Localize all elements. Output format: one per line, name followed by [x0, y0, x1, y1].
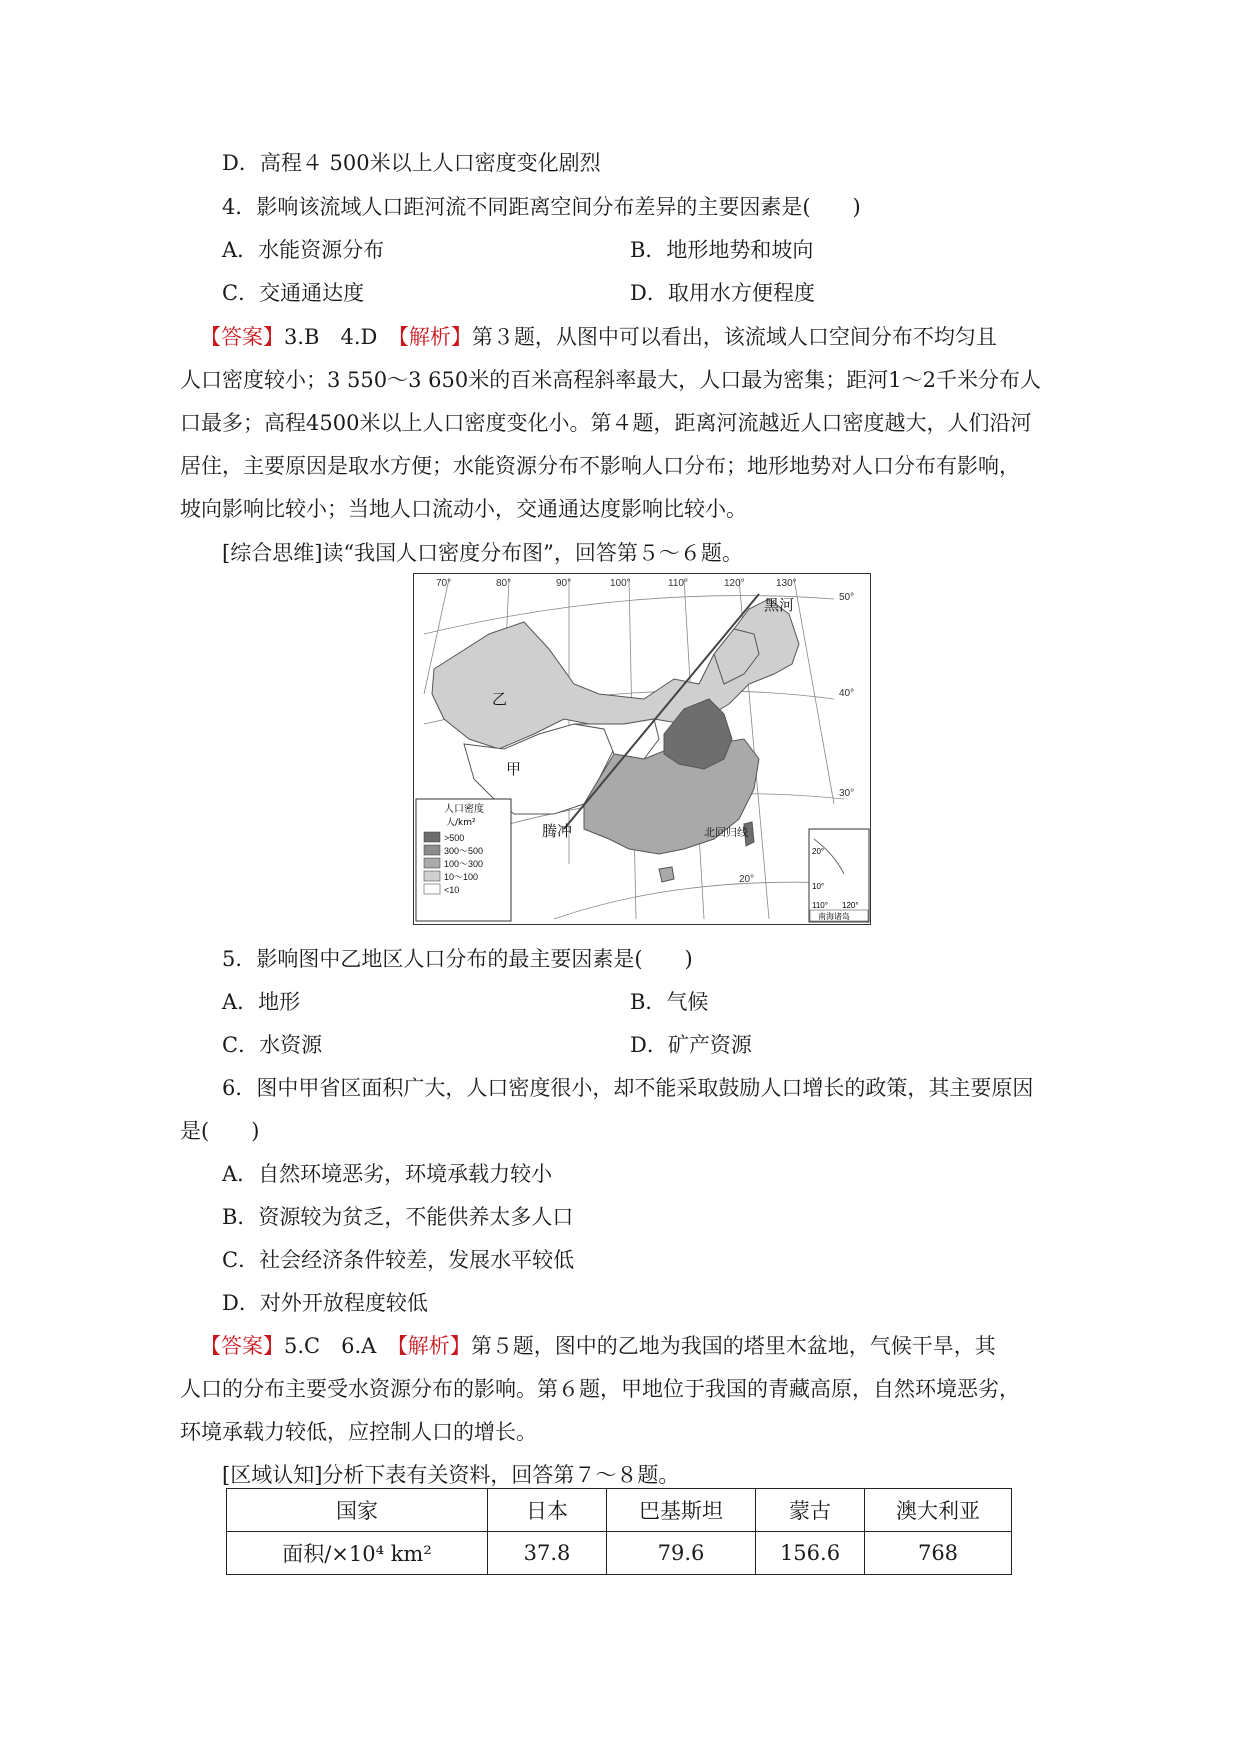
table-header-cell: 澳大利亚: [865, 1489, 1012, 1532]
lon-label: 110°: [668, 578, 688, 589]
population-density-map: [413, 573, 871, 925]
table-cell: 面积/×10⁴ km²: [227, 1532, 488, 1575]
table-header-cell: 国家: [227, 1489, 488, 1532]
place-label-tengchong: 腾冲: [542, 822, 573, 840]
answer-56-line3: 环境承载力较低，应控制人口的增长。: [180, 1420, 537, 1444]
q5-option-a: A．地形: [222, 990, 301, 1014]
table-row: [227, 1532, 1012, 1575]
lat-label: 20°: [739, 874, 755, 885]
answer-34-line3: 口最多；高程4500米以上人口密度变化小。第４题，距离河流越近人口密度越大，人们沿河: [180, 411, 1032, 435]
inset-lon: 110°: [812, 901, 828, 910]
intro-5-6: [综合思维]读“我国人口密度分布图”，回答第５～６题。: [222, 541, 743, 565]
inset-lat: 20°: [812, 847, 825, 856]
lon-label: 70°: [436, 578, 452, 589]
lon-label: 120°: [724, 578, 745, 589]
analysis-tag: 【解析】: [397, 1334, 471, 1358]
answer-34-line5: 坡向影响比较小；当地人口流动小，交通通达度影响比较小。: [180, 497, 747, 521]
lat-label: 50°: [839, 592, 855, 603]
q6-stem-line2: 是( ): [180, 1119, 260, 1143]
answer-56-line1: [200, 1331, 996, 1361]
analysis-text: 第３题，从图中可以看出，该流域人口空间分布不均匀且: [471, 325, 997, 349]
intro-7-8: [区域认知]分析下表有关资料，回答第７～８题。: [222, 1463, 680, 1487]
place-label-heihe: 黑河: [764, 596, 795, 614]
q5-stem: 5．影响图中乙地区人口分布的最主要因素是( ): [222, 947, 693, 971]
place-label-jia: 甲: [506, 760, 522, 778]
place-label-yi: 乙: [492, 690, 508, 708]
table-cell: 79.6: [607, 1532, 756, 1575]
map-region-hainan: [659, 867, 674, 882]
inset-lat: 10°: [812, 882, 825, 891]
answer-tag: 【答案】: [200, 325, 284, 349]
table-cell: 768: [865, 1532, 1012, 1575]
analysis-text: 第５题，图中的乙地为我国的塔里木盆地，气候干旱，其: [470, 1334, 996, 1358]
inset-label: 南海诸岛: [818, 912, 850, 921]
table-cell: 156.6: [756, 1532, 865, 1575]
lon-label: 100°: [610, 578, 631, 589]
table-header-cell: 巴基斯坦: [607, 1489, 756, 1532]
legend-item: <10: [444, 885, 460, 895]
lon-label: 80°: [496, 578, 512, 589]
legend-item: 10～100: [444, 872, 479, 882]
answer-tag: 【答案】: [200, 1334, 284, 1358]
south-sea-inset: [809, 829, 869, 922]
q6-option-b: B．资源较为贫乏，不能供养太多人口: [222, 1205, 574, 1229]
q4-option-a: A．水能资源分布: [222, 238, 385, 262]
table-header-cell: 蒙古: [756, 1489, 865, 1532]
lat-label: 40°: [839, 688, 855, 699]
place-label-tropic: 北回归线: [704, 826, 748, 839]
q4-option-c: C．交通通达度: [222, 281, 365, 305]
q4-option-d: D．取用水方便程度: [630, 281, 815, 305]
answer-34-line1: [200, 322, 997, 352]
data-table: [226, 1488, 1012, 1575]
q4-option-b: B．地形地势和坡向: [630, 238, 814, 262]
lat-label: 30°: [839, 788, 855, 799]
answer-34-line4: 居住，主要原因是取水方便；水能资源分布不影响人口分布；地形地势对人口分布有影响，: [180, 454, 1020, 478]
q4-stem: 4．影响该流域人口距河流不同距离空间分布差异的主要因素是( ): [222, 195, 861, 219]
lon-label: 90°: [556, 578, 572, 589]
q5-option-b: B．气候: [630, 990, 709, 1014]
inset-lon: 120°: [842, 901, 859, 910]
lon-label: 130°: [776, 578, 797, 589]
table-cell: 37.8: [488, 1532, 607, 1575]
q5-option-c: C．水资源: [222, 1033, 323, 1057]
table-header-cell: 日本: [488, 1489, 607, 1532]
answer-values: 5.C 6.A: [284, 1334, 398, 1358]
table-header-row: [227, 1489, 1012, 1532]
q3-option-d: D．高程４ 500米以上人口密度变化剧烈: [222, 151, 601, 175]
q6-option-d: D．对外开放程度较低: [222, 1291, 428, 1315]
legend-unit: 人/km²: [446, 818, 476, 828]
q6-option-c: C．社会经济条件较差，发展水平较低: [222, 1248, 575, 1272]
legend-item: >500: [444, 833, 465, 843]
legend-title: 人口密度: [444, 804, 484, 815]
q6-stem-line1: 6．图中甲省区面积广大，人口密度很小，却不能采取鼓励人口增长的政策，其主要原因: [222, 1076, 1034, 1100]
q5-option-d: D．矿产资源: [630, 1033, 752, 1057]
legend-item: 300～500: [444, 846, 484, 856]
legend: [416, 799, 511, 921]
analysis-tag: 【解析】: [398, 325, 472, 349]
legend-item: 100～300: [444, 859, 484, 869]
q6-option-a: A．自然环境恶劣，环境承载力较小: [222, 1162, 553, 1186]
answer-values: 3.B 4.D: [284, 325, 399, 349]
answer-56-line2: 人口的分布主要受水资源分布的影响。第６题，甲地位于我国的青藏高原，自然环境恶劣，: [180, 1377, 1020, 1401]
answer-34-line2: 人口密度较小；3 550～3 650米的百米高程斜率最大，人口最为密集；距河1～2千米分布人: [180, 368, 1041, 392]
